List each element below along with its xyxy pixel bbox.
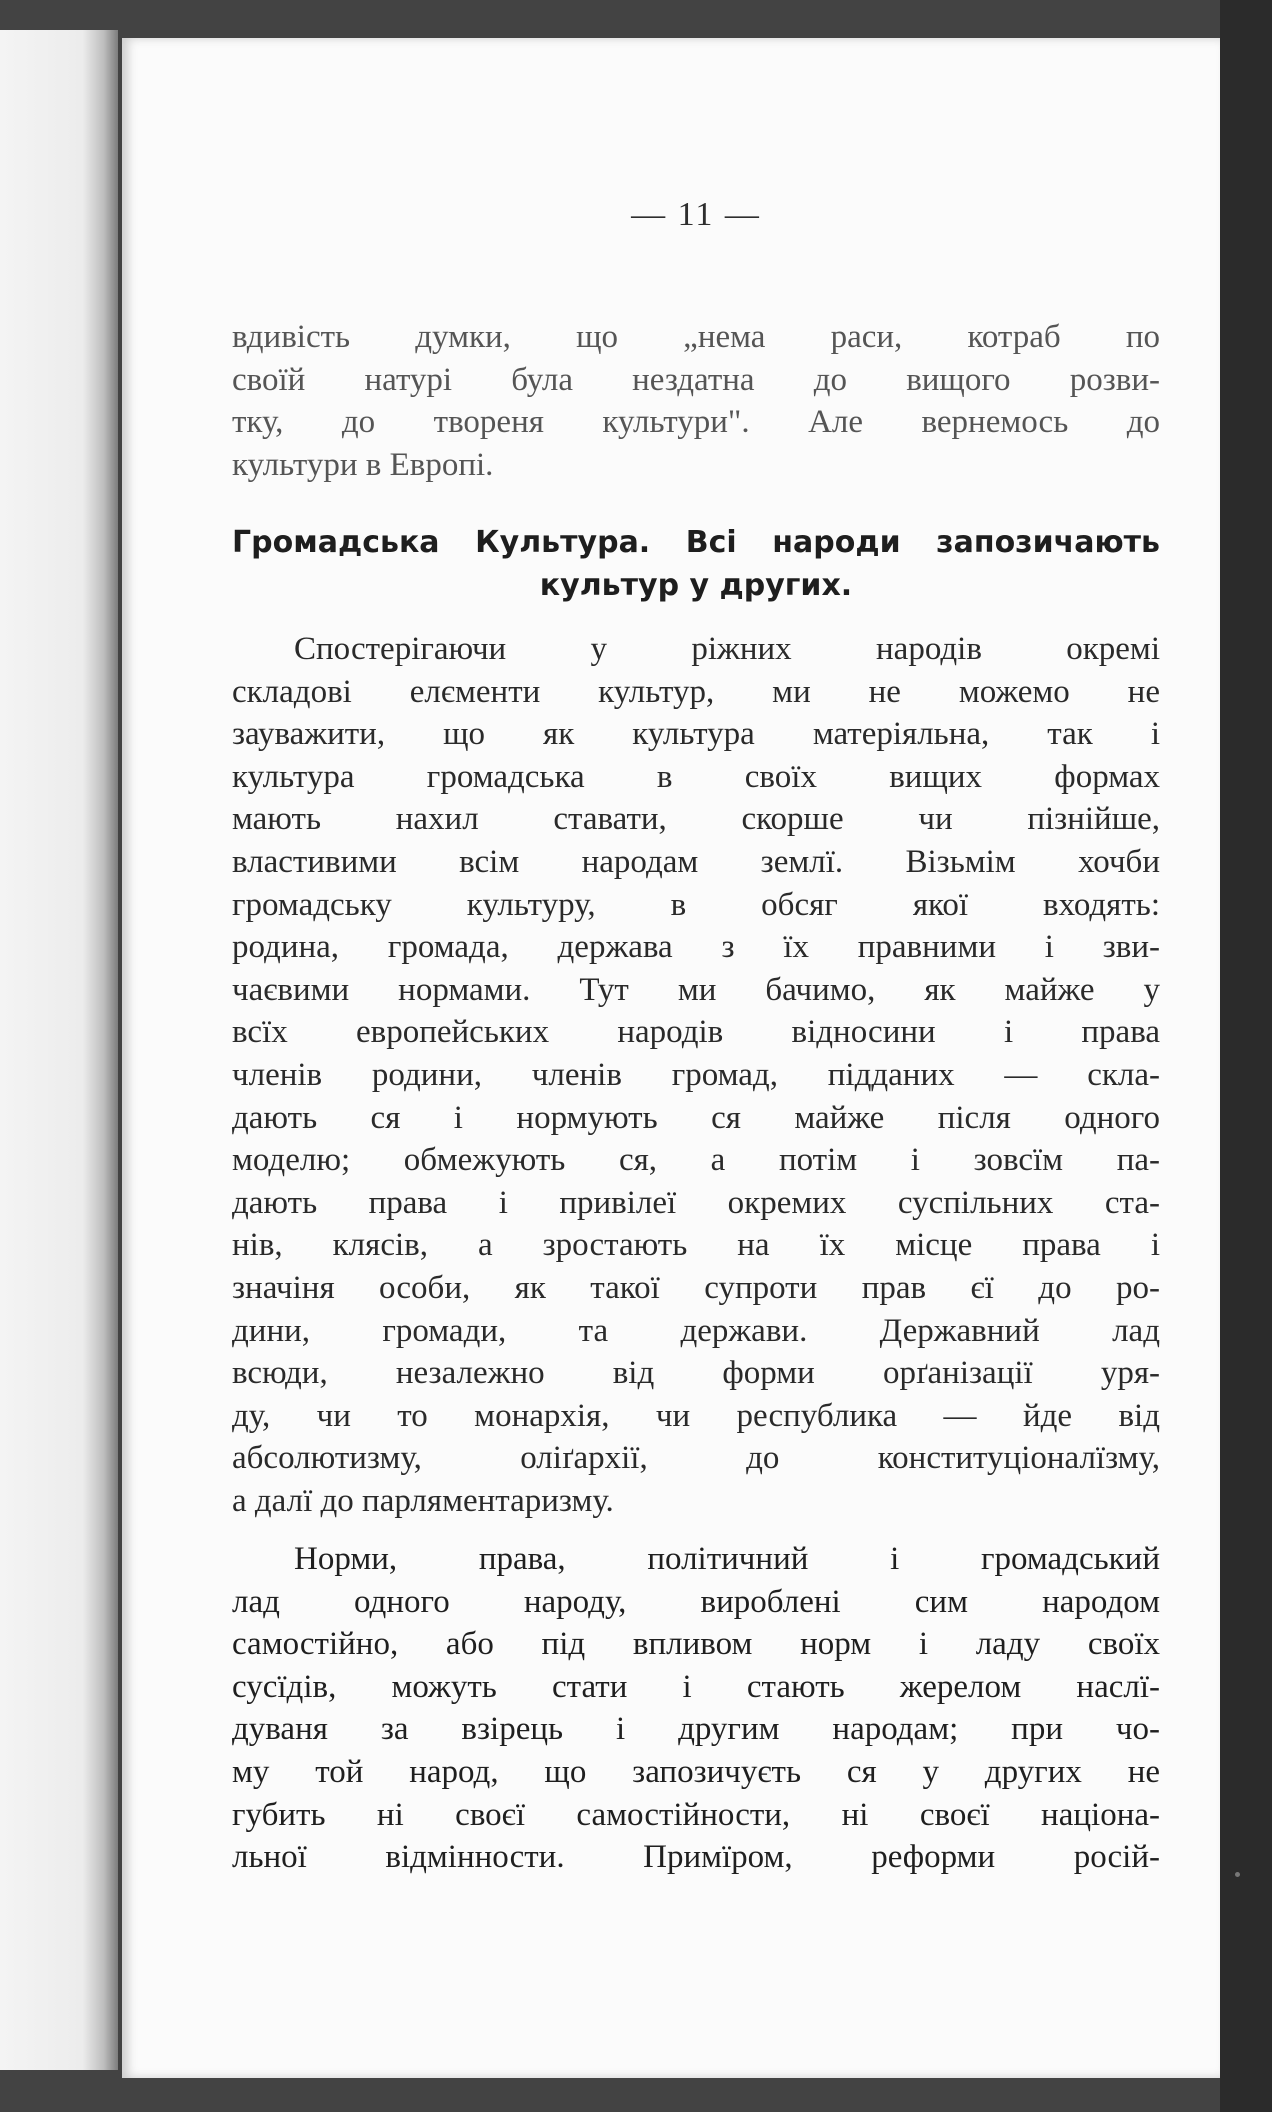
- text-line: а далї до парляментаризму.: [232, 1482, 614, 1519]
- text-line: родина, громада, держава з їх правними і зви-: [232, 929, 1160, 966]
- text-line: громадську культуру, в обсяг якої входять:: [232, 886, 1160, 923]
- text-line: абсолютизму, оліґархії, до конституціоналїзму,: [232, 1440, 1160, 1477]
- text-line: дини, громади, та держави. Державний лад: [232, 1312, 1160, 1349]
- text-line: культура громадська в своїх вищих формах: [232, 758, 1160, 795]
- text-line: всїх европейських народів відносини і права: [232, 1014, 1160, 1051]
- dust-speck: [1235, 1872, 1240, 1877]
- text-line: губить ні своєї самостійности, ні своєї націона-: [232, 1796, 1160, 1833]
- text-line: моделю; обмежують ся, а потім і зовсїм па-: [232, 1142, 1160, 1179]
- text-line: му той народ, що запозичуєть ся у других не: [232, 1753, 1160, 1790]
- text-line: складові елєменти культур, ми не можемо не: [232, 673, 1160, 710]
- book-page: [122, 38, 1220, 2078]
- text-line: нів, клясів, а зростають на їх місце права і: [232, 1227, 1160, 1264]
- text-line: мають нахил ставати, скорше чи пізнійше,: [232, 801, 1160, 838]
- text-line: самостійно, або під впливом норм і ладу своїх: [232, 1626, 1160, 1663]
- text-line: Спостерігаючи у ріжних народів окремі: [294, 631, 1160, 667]
- text-line: ду, чи то монархія, чи республика — йде від: [232, 1397, 1160, 1434]
- text-line: всюди, незалежно від форми орґанізації уря-: [232, 1355, 1160, 1392]
- text-line: дають ся і нормують ся майже після одного: [232, 1099, 1160, 1136]
- paragraph-1: [232, 316, 1160, 486]
- previous-page-edge: [0, 30, 118, 2070]
- heading-line: культур у других.: [539, 567, 853, 603]
- text-line: чаєвими нормами. Тут ми бачимо, як майже у: [232, 971, 1160, 1008]
- text-line: лад одного народу, вироблені сим народом: [232, 1583, 1160, 1620]
- text-line: Норми, права, політичний і громадський: [294, 1541, 1160, 1577]
- text-line: тку, до твореня культури". Але вернемось до: [232, 404, 1160, 441]
- text-line: культури в Европі.: [232, 446, 494, 483]
- text-line: сусїдів, можуть стати і стають жерелом наслї-: [232, 1668, 1160, 1705]
- text-line: дають права і привілеї окремих суспільних ста-: [232, 1184, 1160, 1221]
- text-line: властивими всім народам землї. Візьмім хочби: [232, 843, 1160, 880]
- text-line: вдивість думки, що „нема раси, котраб по: [232, 319, 1160, 355]
- text-line: зауважити, що як культура матеріяльна, так і: [232, 716, 1160, 753]
- section-heading: [232, 522, 1160, 607]
- text-line: значіня особи, як такої супроти прав єї до ро-: [232, 1269, 1160, 1306]
- text-line: своїй натурі була нездатна до вищого розви-: [232, 361, 1160, 398]
- text-line: членів родини, членів громад, підданих — скла-: [232, 1056, 1160, 1093]
- page-number: — 11 —: [631, 196, 761, 233]
- text-line: льної відмінности. Примїром, реформи росій-: [232, 1839, 1160, 1876]
- heading-line: Громадська Культура. Всі народи запозичають: [232, 525, 1160, 560]
- text-line: дуваня за взірець і другим народам; при чо-: [232, 1711, 1160, 1748]
- paragraph-3: [232, 1538, 1160, 1879]
- paragraph-2: [232, 628, 1160, 1522]
- scan-border: [1220, 0, 1272, 2112]
